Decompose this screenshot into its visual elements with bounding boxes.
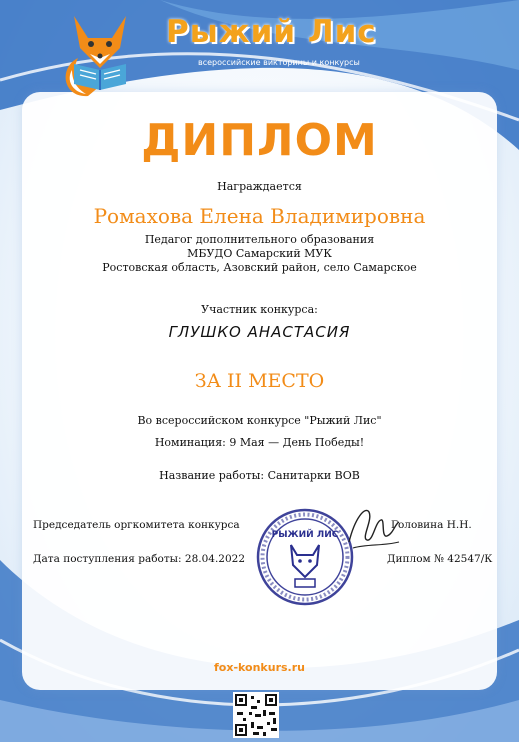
- stamp-seal-icon: [255, 507, 355, 607]
- awardee-organization: МБУДО Самарский МУК: [187, 247, 332, 260]
- awarded-label: Награждается: [217, 180, 302, 193]
- brand-tagline: всероссийские викторины и конкурсы: [198, 58, 360, 67]
- signature-mark: [343, 498, 403, 558]
- nomination-line: Номинация: 9 Мая — День Победы!: [154, 436, 365, 449]
- chairman-name: Головина Н.Н.: [391, 519, 472, 531]
- contest-line: Во всероссийском конкурсе "Рыжий Лис": [137, 414, 382, 427]
- diploma-number: Диплом № 42547/К: [387, 553, 493, 565]
- received-date: Дата поступления работы: 28.04.2022: [33, 553, 246, 565]
- place-award: ЗА II МЕСТО: [194, 370, 325, 392]
- awardee-name: Ромахова Елена Владимировна: [93, 204, 426, 228]
- chairman-label: Председатель оргкомитета конкурса: [33, 519, 240, 531]
- qr-code-icon[interactable]: [233, 692, 279, 738]
- awardee-position: Педагог дополнительного образования: [144, 233, 375, 246]
- awardee-location: Ростовская область, Азовский район, село Самарское: [102, 261, 417, 274]
- participant-label: Участник конкурса:: [201, 303, 318, 316]
- fox-mascot-icon: [58, 8, 142, 112]
- participant-name: ГЛУШКО АНАСТАСИЯ: [168, 323, 351, 341]
- diploma-heading: ДИПЛОМ: [141, 115, 378, 166]
- brand-title: Рыжий Лис: [166, 14, 377, 50]
- stamp-label: РЫЖИЙ ЛИС: [271, 530, 339, 540]
- work-title-line: Название работы: Санитарки ВОВ: [159, 469, 360, 482]
- website-link[interactable]: fox-konkurs.ru: [214, 661, 305, 674]
